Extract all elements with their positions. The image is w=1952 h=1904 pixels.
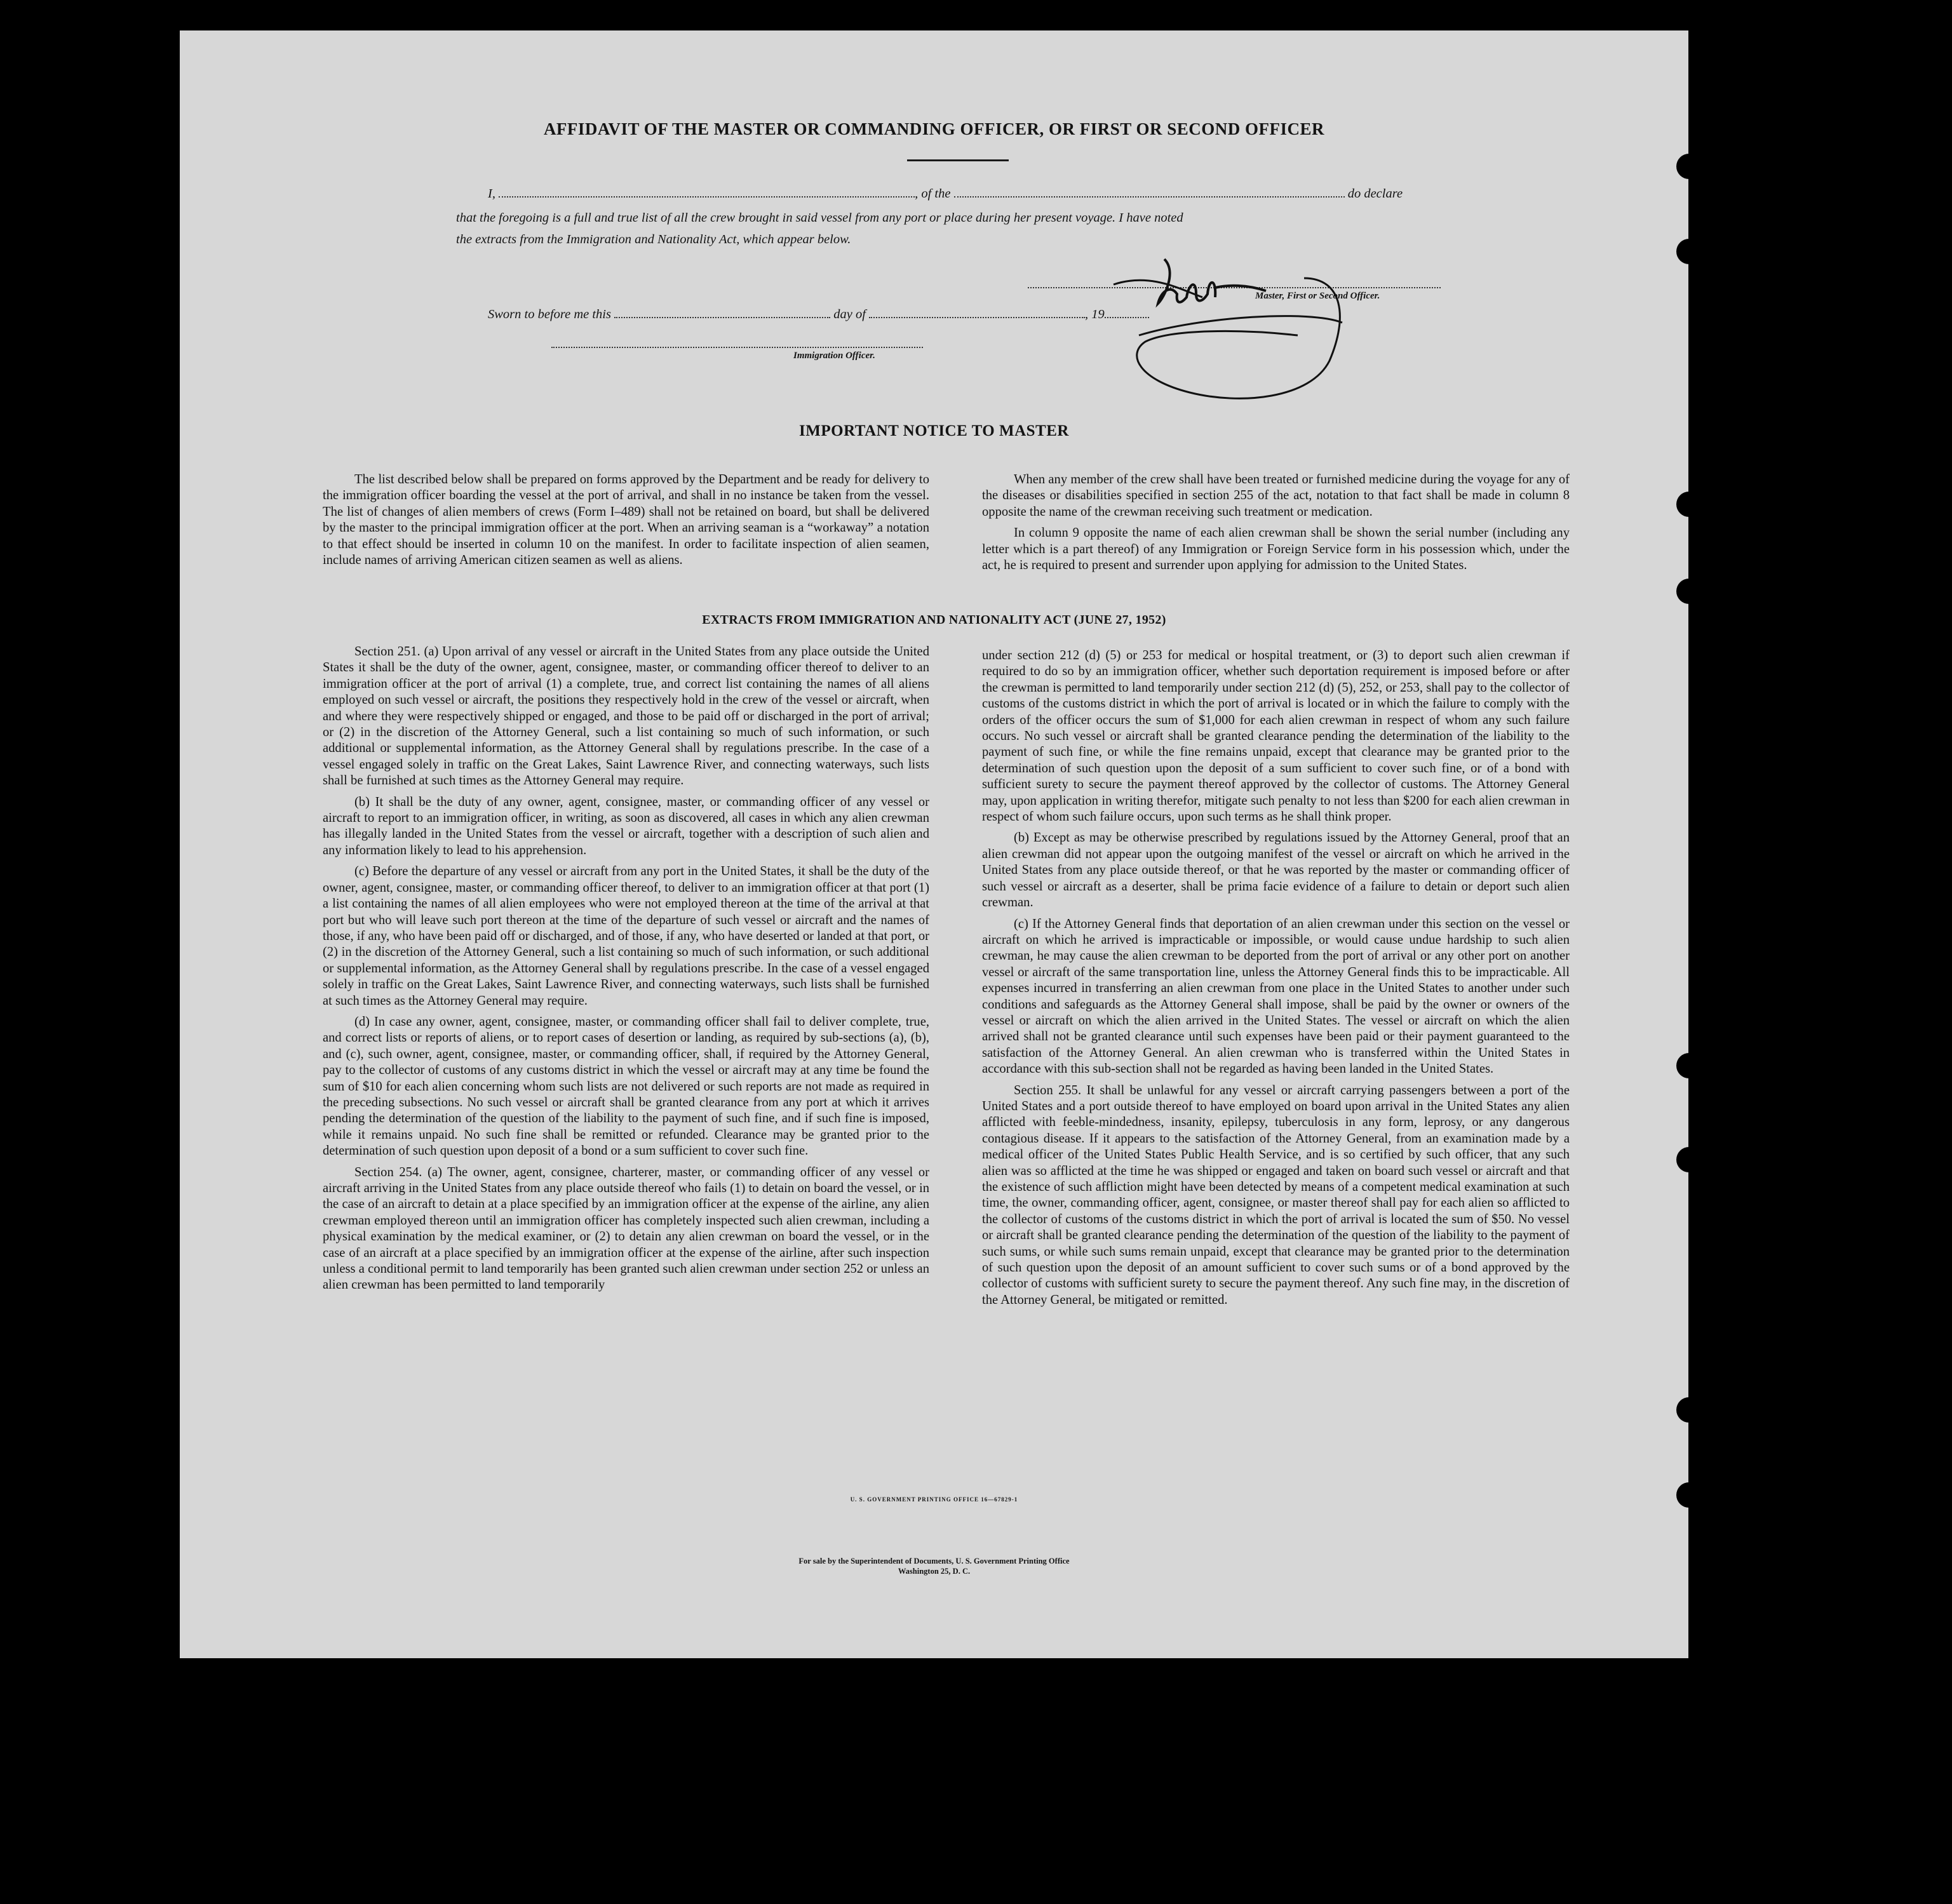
- form-page: [180, 30, 1688, 1658]
- section-251-c: (c) Before the departure of any vessel or aircraft from any port in the United States, it shall be the duty of the owner, agent, consignee, master, or commanding officer thereof, to deliver to an immigration officer at that port (1) a list containing the names of all alien employees who were not employed thereon at the time of the arrival at that port but who will leave such port thereon at the time of the departure of such vessel or aircraft and the names of those, if any, who have been paid off or discharged, and of those, if any, who have deserted or landed at that port, or (2) in the discretion of the Attorney General, such a list containing so much of such information, or such additional or supplemental information, as the Attorney General shall by regulations prescribe. In the case of a vessel engaged solely in traffic on the Great Lakes, Saint Lawrence River, and connecting waterways, such lists shall be furnished at such times as the Attorney General may require.: [323, 864, 929, 1008]
- sworn-year-field[interactable]: [1105, 305, 1149, 318]
- punch-hole: [1676, 154, 1702, 179]
- extracts-heading: EXTRACTS FROM IMMIGRATION AND NATIONALITY ACT (JUNE 27, 1952): [702, 613, 1166, 627]
- notice-left-column: [323, 472, 929, 573]
- section-254-a: Section 254. (a) The owner, agent, consignee, charterer, master, or commanding officer of any vessel or aircraft arriving in the United States from any place outside thereof who fails (1) to detain on board the vessel, or in the case of an aircraft to detain at a place specified by an immigration officer at the expense of the airline, any alien crewman employed thereon until an immigration officer has completely inspected such alien crewman, including a physical examination by the medical examiner, or (2) to detain any alien crewman on board the vessel, or in the case of an aircraft at a place specified by an immigration officer at the expense of the airline, after such inspection unless a conditional permit to land temporarily has been granted such alien crewman under section 252 or unless an alien crewman has been permitted to land temporarily: [323, 1165, 929, 1292]
- extracts-right-column: [982, 648, 1570, 1313]
- i-label: I,: [488, 187, 495, 201]
- immigration-officer-caption: Immigration Officer.: [793, 351, 875, 361]
- punch-hole: [1676, 1397, 1702, 1423]
- sale-notice: [180, 1556, 1688, 1576]
- section-254-b: (b) Except as may be otherwise prescribed by regulations issued by the Attorney General, proof that an alien crewman did not appear upon the outgoing manifest of the vessel or aircraft on which he arrived in the United States from any place outside thereof, or that he was reported by the master or commanding officer of such vessel or aircraft as a deserter, shall be prima facie evidence of a failure to detain or deport such alien crewman.: [982, 831, 1570, 910]
- section-254-a-continued: under section 212 (d) (5) or 253 for medical or hospital treatment, or (3) to deport such alien crewman if required to do so by an immigration officer, whether such deportation requirement is imposed before or after the crewman is permitted to land temporarily under section 212 (d) (5), 252, or 253, shall pay to the collector of customs of the customs district in which the port of arrival is located or in which the failure to comply with the orders of the officer occurs the sum of $1,000 for each alien crewman in respect of whom any such failure occurs. No such vessel or aircraft shall be granted clearance pending the determination of the liability to the payment of such fine, or while the fine remains unpaid, except that clearance may be granted prior to the determination of such question upon the deposit of a sum sufficient to cover such fine, or of a bond with sufficient surety to secure the payment thereof approved by the collector of customs. The Attorney General may, upon application in writing therefor, mitigate such penalty to not less than $200 for each alien crewman in respect of whom such failure occurs, upon such terms as he shall think proper.: [982, 648, 1570, 824]
- printer-imprint: U. S. GOVERNMENT PRINTING OFFICE 16—67829-1: [850, 1496, 1018, 1503]
- declaration-line-3: the extracts from the Immigration and Nationality Act, which appear below.: [456, 232, 851, 246]
- notice-right-column: [982, 472, 1570, 579]
- section-255: Section 255. It shall be unlawful for any vessel or aircraft carrying passengers between a port of the United States and a port outside thereof to have employed on board upon arrival in the United States any alien afflicted with feeble-mindedness, insanity, epilepsy, tuberculosis in any form, leprosy, or any dangerous contagious disease. If it appears to the satisfaction of the Attorney General, from an examination made by a medical officer of the United States Public Health Service, and is so certified by such officer, that any such alien was so afflicted at the time he was shipped or engaged and taken on board such vessel or aircraft and that the existence of such affliction might have been detected by means of a competent medical examination at such time, the owner, commanding officer, agent, consignee, or master thereof shall pay for each alien so afflicted to the collector of customs of the customs district in which the port of arrival is located the sum of $50. No vessel or aircraft shall be granted clearance pending the determination of the question of the liability to the payment of such sums, or while such sums remain unpaid, except that clearance may be granted prior to the determination of such question upon the deposit of an amount sufficient to cover such sums or of a bond approved by the collector of customs with sufficient surety to secure the payment thereof. Any such fine may, in the discretion of the Attorney General, be mitigated or remitted.: [982, 1083, 1570, 1307]
- title-rule: [907, 159, 1009, 161]
- notice-right-paragraph-2: In column 9 opposite the name of each alien crewman shall be shown the serial number (including any letter which is a part thereof) of any Immigration or Foreign Service form in his possession which, under the act, he is required to present and surrender upon applying for admission to the United States.: [982, 526, 1570, 573]
- vessel-field[interactable]: [954, 185, 1345, 198]
- notice-left-paragraph: The list described below shall be prepared on forms approved by the Department and be ready for delivery to the immigration officer boarding the vessel at the port of arrival, and shall in no instance be taken from the vessel. The list of changes of alien members of crews (Form I–489) shall not be retained on board, but shall be delivered by the master to the principal immigration officer at the port. When an arriving seaman is a “workaway” a notation to that effect should be inserted in column 10 on the manifest. In order to facilitate inspection of alien seamen, include names of arriving American citizen seamen as well as aliens.: [323, 473, 929, 568]
- punch-hole: [1676, 239, 1702, 264]
- handwritten-signature: [1101, 234, 1431, 424]
- section-251-b: (b) It shall be the duty of any owner, agent, consignee, master, or commanding officer of any vessel or aircraft to report to an immigration officer, in writing, as soon as discovered, all cases in which any alien crewman has illegally landed in the United States from the vessel or aircraft, together with a description of such alien and any information likely to lead to his apprehension.: [323, 794, 929, 857]
- sale-line-1: For sale by the Superintendent of Documents, U. S. Government Printing Office: [798, 1557, 1070, 1565]
- section-251-d: (d) In case any owner, agent, consignee, master, or commanding officer shall fail to deliver complete, true, and correct lists or reports of aliens, or to report cases of desertion or landing, as required by sub-sections (a), (b), and (c), such owner, agent, consignee, master, or commanding officer, shall, if required by the Attorney General, pay to the collector of customs of any customs district in which the vessel or aircraft may at any time be found the sum of $10 for each alien concerning whom such lists are not delivered or such reports are not made as required in the preceding subsections. No such vessel or aircraft shall be granted clearance from any port at which it arrives pending the determination of the question of the liability to the payment of such fine, and if such fine is imposed, while it remains unpaid. No such fine shall be remitted or refunded. Clearance may be granted prior to the determination of such question upon deposit of a bond or a sum sufficient to cover such fine.: [323, 1014, 929, 1158]
- sale-line-2: Washington 25, D. C.: [898, 1567, 971, 1576]
- affidavit-title: AFFIDAVIT OF THE MASTER OR COMMANDING OFFICER, OR FIRST OR SECOND OFFICER: [543, 119, 1325, 138]
- extracts-left-column: [323, 644, 929, 1299]
- declaration-line-1: [488, 185, 1403, 201]
- punch-hole: [1676, 1053, 1702, 1078]
- do-declare-label: do declare: [1347, 187, 1403, 201]
- punch-hole: [1676, 579, 1702, 604]
- year-prefix: , 19: [1085, 307, 1105, 321]
- immigration-officer-signature-line[interactable]: [551, 347, 923, 348]
- sworn-day-field[interactable]: [614, 305, 830, 318]
- sworn-line: [488, 305, 1149, 322]
- of-the-label: , of the: [915, 187, 951, 201]
- name-field[interactable]: [499, 185, 915, 198]
- declaration-line-2: that the foregoing is a full and true list of all the crew brought in said vessel from any port or place during her present voyage. I have noted: [456, 211, 1183, 225]
- punch-hole: [1676, 492, 1702, 517]
- sworn-month-field[interactable]: [869, 305, 1085, 318]
- section-254-c: (c) If the Attorney General finds that deportation of an alien crewman under this section on the vessel or aircraft on which he arrived is impracticable or impossible, or would cause undue hardship to such alien crewman, he may cause the alien crewman to be deported from the port of arrival or any other port on another vessel or aircraft of the same transportation line, unless the Attorney General finds this to be impracticable. All expenses incurred in transferring an alien crewman from one place in the United States to another under such conditions and safeguards as the Attorney General shall impose, shall be paid by the owner or owners of the vessel or aircraft on which the alien arrived in the United States. The vessel or aircraft on which the alien arrived shall not be granted clearance until such expenses have been paid or their payment guaranteed to the satisfaction of the Attorney General. An alien crewman who is transferred within the United States in accordance with this sub-section shall not be regarded as having been landed in the United States.: [982, 916, 1570, 1076]
- sworn-label: Sworn to before me this: [488, 307, 611, 321]
- notice-heading: IMPORTANT NOTICE TO MASTER: [799, 422, 1069, 439]
- section-251-a: Section 251. (a) Upon arrival of any vessel or aircraft in the United States from any place outside the United States it shall be the duty of the owner, agent, consignee, master, or commanding officer thereof to deliver to an immigration officer at the port of arrival (1) a complete, true, and correct list containing the names of all aliens employed on such vessel or aircraft, the positions they respectively hold in the crew of the vessel or aircraft, when and where they were respectively shipped or engaged, and those to be paid off or discharged in the port of arrival; or (2) in the discretion of the Attorney General, such a list containing so much of such information, or such additional or supplemental information, as the Attorney General shall by regulations prescribe. In the case of a vessel engaged solely in traffic on the Great Lakes, Saint Lawrence River, and connecting waterways, such lists shall be furnished at such times as the Attorney General may require.: [323, 645, 929, 788]
- punch-hole: [1676, 1147, 1702, 1172]
- punch-hole: [1676, 1482, 1702, 1508]
- notice-right-paragraph-1: When any member of the crew shall have been treated or furnished medicine during the voyage for any of the diseases or disabilities specified in section 255 of the act, notation to that fact shall be made in column 8 opposite the name of the crewman receiving such treatment or medication.: [982, 473, 1570, 519]
- day-of-label: day of: [833, 307, 866, 321]
- signature-caption: Master, First or Second Officer.: [1255, 291, 1380, 301]
